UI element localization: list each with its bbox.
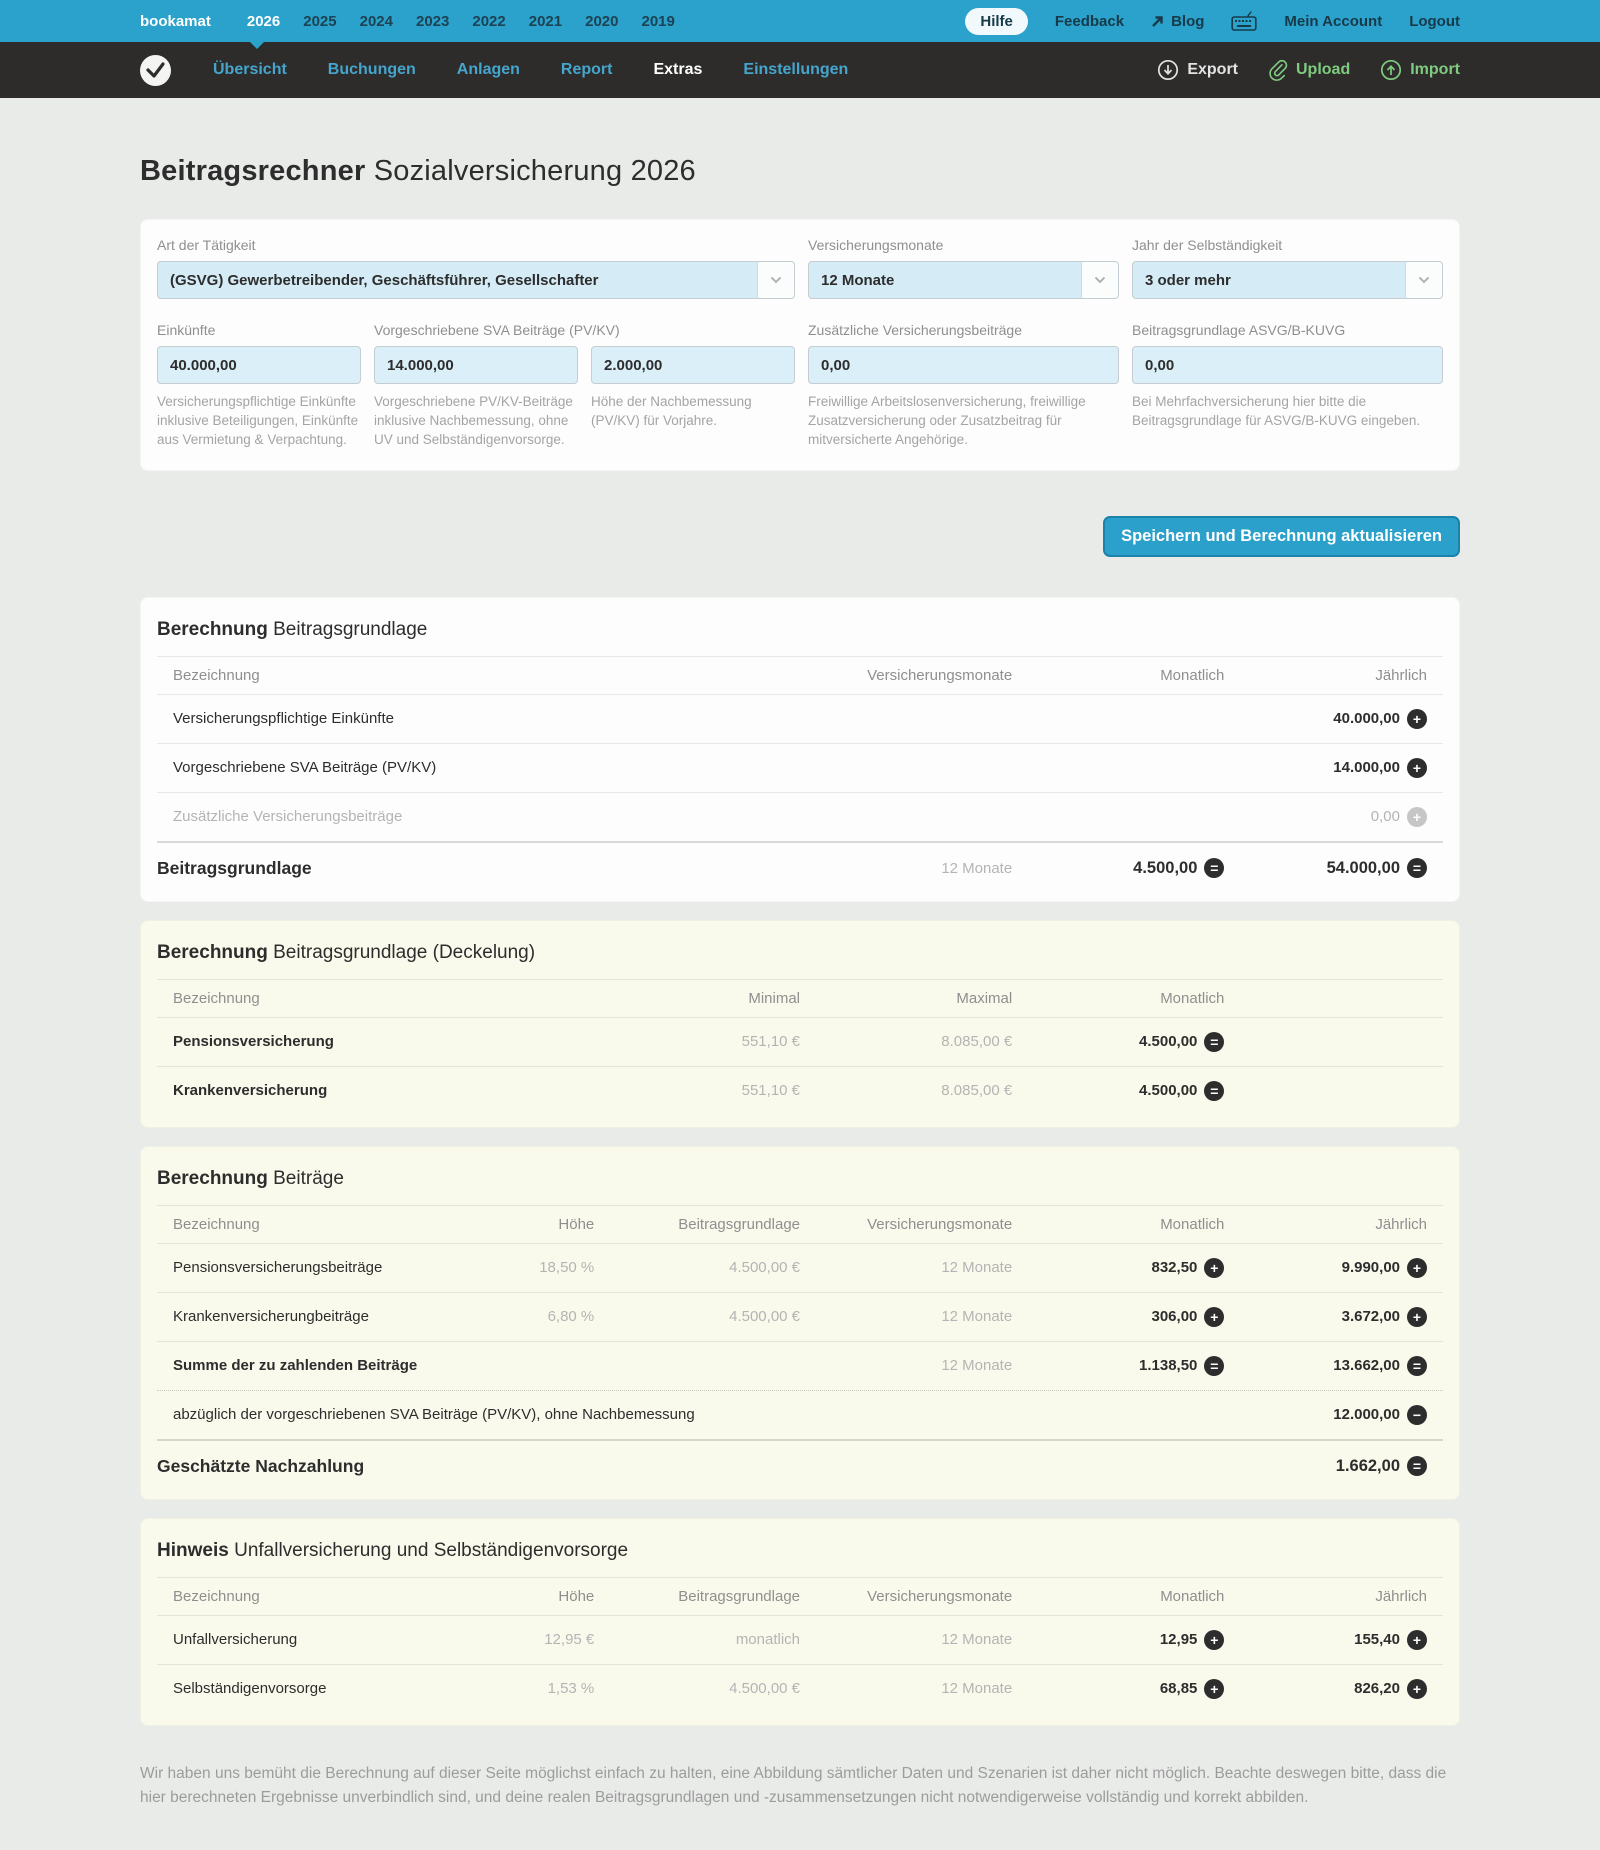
page-title: Beitragsrechner Sozialversicherung 2026 [140,155,696,187]
topbar [0,0,1600,42]
card-title: Berechnung Beitragsgrundlage (Deckelung) [157,941,536,963]
jahr-der-selbstaendigkeit-select[interactable]: 3 oder mehr [1132,261,1443,299]
field-help-text: Versicherungspflichtige Einkünfte inklusive Beteiligungen, Einkünfte aus Vermietung & Verpachtung. [157,394,359,447]
export-button[interactable]: Export [1157,59,1238,81]
calc-beitragsgrundlage-card [140,597,1460,902]
field-help-text: Höhe der Nachbemessung (PV/KV) für Vorjahre. [591,394,752,428]
field-label: Zusätzliche Versicherungsbeiträge [808,322,1023,338]
table-row: Vorgeschriebene SVA Beiträge (PV/KV) 14.000,00 + [157,743,1443,792]
table-sum-row: Summe der zu zahlenden Beiträge 12 Monate 1.138,50 = 13.662,00 = [157,1341,1443,1390]
year-tab-2022[interactable]: 2022 [472,12,506,30]
bookamat-logo-icon[interactable] [140,55,171,86]
equals-icon: = [1407,1356,1427,1376]
field-label: Beitragsgrundlage ASVG/B-KUVG [1132,322,1346,338]
chevron-down-icon [757,262,794,298]
sva-beitraege-input[interactable] [374,346,578,384]
plus-icon: + [1204,1630,1224,1650]
help-button[interactable]: Hilfe [965,8,1028,35]
table-row: Pensionsversicherung 551,10 € 8.085,00 € 4.500,00 = [157,1017,1443,1066]
year-tab-2023[interactable]: 2023 [415,12,450,30]
versicherungsmonate-select[interactable]: 12 Monate [808,261,1119,299]
table-header-row: Bezeichnung Versicherungsmonate Monatlich Jährlich [157,656,1443,694]
table-header-row: Bezeichnung Minimal Maximal Monatlich [157,979,1443,1017]
field-label: Art der Tätigkeit [157,237,256,253]
einkuenfte-input[interactable] [157,346,361,384]
plus-icon: + [1407,1630,1427,1650]
save-and-recalculate-button[interactable]: Speichern und Berechnung aktualisieren [1103,516,1460,557]
calc-deckelung-card [140,920,1460,1128]
nav-item-einstellungen[interactable]: Einstellungen [743,61,849,78]
table-deduction-row: abzüglich der vorgeschriebenen SVA Beiträge (PV/KV), ohne Nachbemessung 12.000,00 − [157,1390,1443,1439]
plus-icon: + [1407,758,1427,778]
equals-icon: = [1407,858,1427,878]
calc-beitraege-card [140,1146,1460,1500]
brand-logo-text[interactable]: bookamat [140,12,211,30]
nav-item-buchungen[interactable]: Buchungen [327,61,416,78]
year-tab-2025[interactable]: 2025 [303,12,337,30]
external-link-arrow-icon [1151,15,1164,28]
calculator-form-card [140,219,1460,471]
import-button[interactable]: Import [1380,59,1460,81]
field-label: Jahr der Selbständigkeit [1132,237,1283,253]
table-footer-row: Beitragsgrundlage 12 Monate 4.500,00 = 54.000,00 = [157,841,1443,889]
nav-item-extras[interactable]: Extras [653,61,703,78]
keyboard-shortcuts-icon[interactable] [1231,10,1257,32]
table-header-row: Bezeichnung Höhe Beitragsgrundlage Versicherungsmonate Monatlich Jährlich [157,1205,1443,1243]
table-row: Pensionsversicherungsbeiträge 18,50 % 4.500,00 € 12 Monate 832,50 + 9.990,00 + [157,1243,1443,1292]
card-title: Hinweis Unfallversicherung und Selbständigenvorsorge [157,1539,629,1561]
equals-icon: = [1204,1081,1224,1101]
feedback-link[interactable]: Feedback [1054,12,1125,30]
year-tab-2026[interactable]: 2026 [246,12,281,30]
active-year-caret [250,42,264,49]
plus-icon: + [1407,1258,1427,1278]
art-der-taetigkeit-select[interactable]: (GSVG) Gewerbetreibender, Geschäftsführer, Gesellschafter [157,261,795,299]
chevron-down-icon [1081,262,1118,298]
blog-link[interactable]: Blog [1151,13,1204,30]
plus-icon: + [1204,1258,1224,1278]
table-row: Selbständigenvorsorge 1,53 % 4.500,00 € 12 Monate 68,85 + 826,20 + [157,1664,1443,1713]
hinweis-card [140,1518,1460,1726]
year-tab-2024[interactable]: 2024 [359,12,393,30]
nav-item-report[interactable]: Report [560,61,613,78]
year-tab-2019[interactable]: 2019 [641,12,675,30]
table-row: Krankenversicherung 551,10 € 8.085,00 € 4.500,00 = [157,1066,1443,1115]
table-row: Zusätzliche Versicherungsbeiträge 0,00 + [157,792,1443,841]
field-label: Vorgeschriebene SVA Beiträge (PV/KV) [374,322,620,338]
year-nav [247,13,675,30]
equals-icon: = [1204,1356,1224,1376]
plus-icon: + [1204,1679,1224,1699]
field-help-text: Vorgeschriebene PV/KV-Beiträge inklusive Nachbemessung, ohne UV und Selbständigenvorsorge. [374,394,573,447]
plus-icon: + [1407,1307,1427,1327]
equals-icon: = [1204,1032,1224,1052]
upload-button[interactable]: Upload [1268,59,1350,81]
disclaimer-text: Wir haben uns bemüht die Berechnung auf dieser Seite möglichst einfach zu halten, eine Abbildung sämtlicher Daten und Szenarien ist daher nicht möglich. Beachte deswegen bitte, dass die hier berechneten Ergebnisse unverbindlich sind, und deine realen Beitragsgrundlagen und -zusammensetzungen nicht notwendigerweise vollständig und korrekt abbilden. [140,1764,1447,1806]
card-title: Berechnung Beiträge [157,1167,344,1189]
chevron-down-icon [1405,262,1442,298]
paperclip-icon [1268,59,1288,81]
table-row: Unfallversicherung 12,95 € monatlich 12 Monate 12,95 + 155,40 + [157,1615,1443,1664]
table-row: Versicherungspflichtige Einkünfte 40.000,00 + [157,694,1443,743]
upload-circle-icon [1380,59,1402,81]
year-tab-2020[interactable]: 2020 [585,12,619,30]
plus-icon: + [1407,807,1427,827]
equals-icon: = [1407,1456,1427,1476]
download-circle-icon [1157,59,1179,81]
account-link[interactable]: Mein Account [1284,12,1383,30]
zusatzbeitraege-input[interactable] [808,346,1119,384]
main-navbar [0,42,1600,98]
plus-icon: + [1407,1679,1427,1699]
plus-icon: + [1204,1307,1224,1327]
equals-icon: = [1204,858,1224,878]
year-tab-2021[interactable]: 2021 [528,12,563,30]
field-label: Einkünfte [157,322,216,338]
field-label: Versicherungsmonate [808,237,944,253]
logout-link[interactable]: Logout [1409,12,1460,30]
table-row: Krankenversicherungbeiträge 6,80 % 4.500,00 € 12 Monate 306,00 + 3.672,00 + [157,1292,1443,1341]
minus-icon: − [1407,1405,1427,1425]
plus-icon: + [1407,709,1427,729]
table-header-row: Bezeichnung Höhe Beitragsgrundlage Versicherungsmonate Monatlich Jährlich [157,1577,1443,1615]
asvg-grundlage-input[interactable] [1132,346,1443,384]
field-help-text: Freiwillige Arbeitslosenversicherung, freiwillige Zusatzversicherung oder Zusatzbeitrag für mitversicherte Angehörige. [808,394,1086,447]
nachbemessung-input[interactable] [591,346,795,384]
table-footer-row: Geschätzte Nachzahlung 1.662,00 = [157,1439,1443,1487]
field-help-text: Bei Mehrfachversicherung hier bitte die Beitragsgrundlage für ASVG/B-KUVG eingeben. [1132,394,1421,428]
nav-item-anlagen[interactable]: Anlagen [456,61,520,78]
card-title: Berechnung Beitragsgrundlage [157,618,428,640]
nav-item-uebersicht[interactable]: Übersicht [213,61,287,78]
